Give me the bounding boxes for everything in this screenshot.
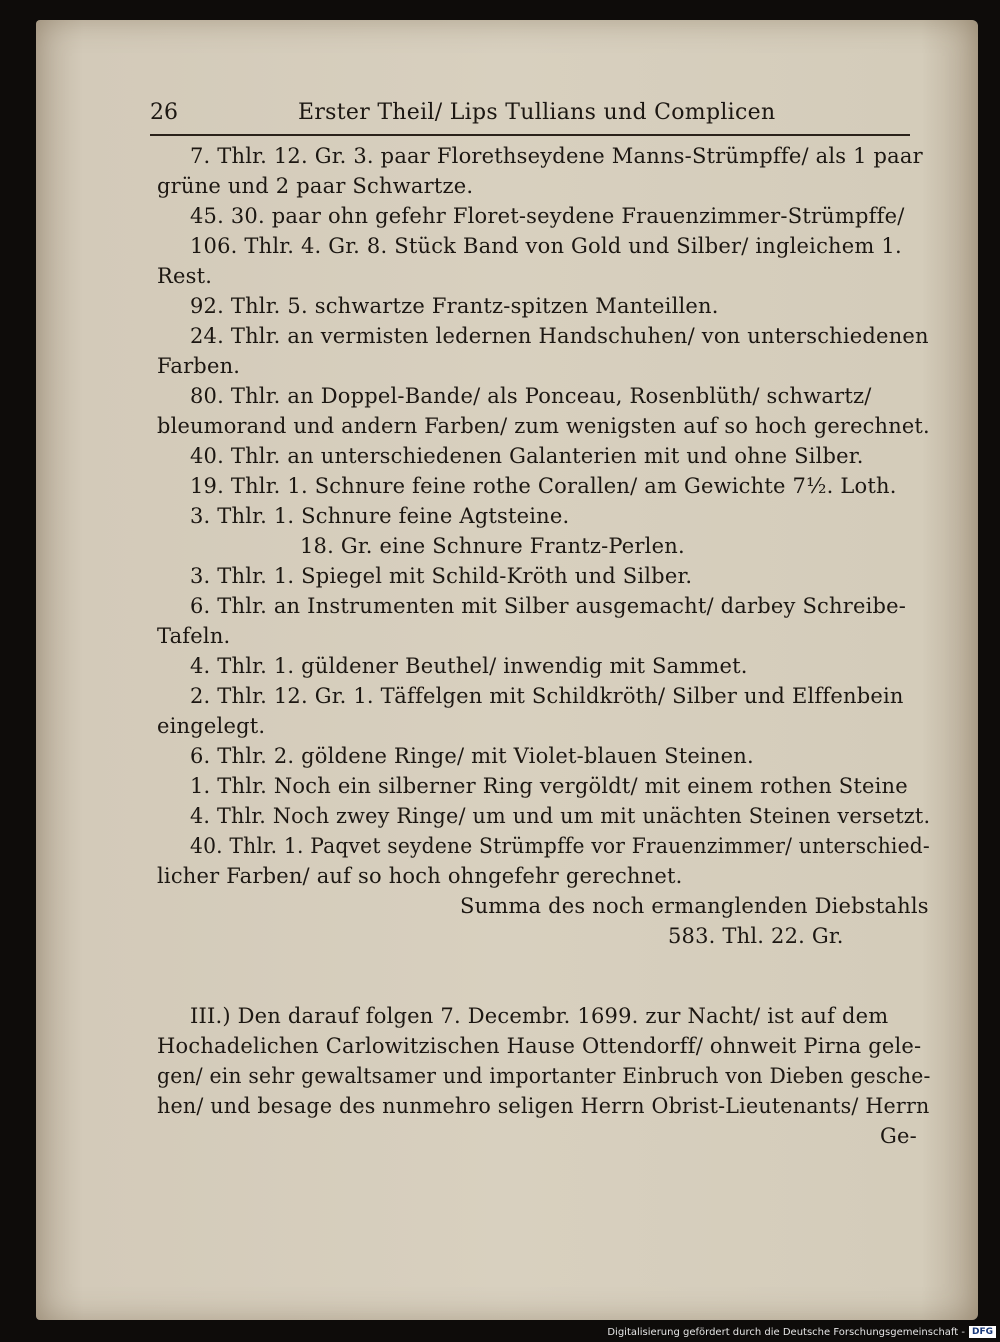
text-line: 7. Thlr. 12. Gr. 3. paar Florethseydene Manns-Strümpffe/ als 1 paar bbox=[190, 144, 923, 168]
summa-line: Summa des noch ermanglenden Diebstahls bbox=[460, 894, 929, 918]
text-line: Farben. bbox=[157, 354, 241, 378]
text-line: 6. Thlr. 2. göldene Ringe/ mit Violet-blauen Steinen. bbox=[190, 744, 754, 768]
text-line: Rest. bbox=[157, 264, 213, 288]
text-line: 80. Thlr. an Doppel-Bande/ als Ponceau, Rosenblüth/ schwartz/ bbox=[190, 384, 872, 408]
text-line: 4. Thlr. Noch zwey Ringe/ um und um mit unächten Steinen versetzt. bbox=[190, 804, 931, 828]
text-line: 6. Thlr. an Instrumenten mit Silber ausgemacht/ darbey Schreibe- bbox=[190, 594, 907, 618]
text-line: 45. 30. paar ohn gefehr Floret-seydene Frauenzimmer-Strümpffe/ bbox=[190, 204, 905, 228]
text-line: 106. Thlr. 4. Gr. 8. Stück Band von Gold und Silber/ ingleichem 1. bbox=[190, 234, 902, 258]
text-line: 19. Thlr. 1. Schnure feine rothe Corallen/ am Gewichte 7½. Loth. bbox=[190, 474, 897, 498]
dfg-logo: DFG bbox=[969, 1326, 996, 1338]
text-line: grüne und 2 paar Schwartze. bbox=[157, 174, 474, 198]
text-line: 3. Thlr. 1. Spiegel mit Schild-Kröth und Silber. bbox=[190, 564, 693, 588]
text-line: 24. Thlr. an vermisten ledernen Handschuhen/ von unterschiedenen bbox=[190, 324, 929, 348]
text-line: hen/ und besage des nunmehro seligen Herrn Obrist-Lieutenants/ Herrn bbox=[157, 1094, 930, 1118]
text-line: 40. Thlr. an unterschiedenen Galanterien mit und ohne Silber. bbox=[190, 444, 864, 468]
text-line: licher Farben/ auf so hoch ohngefehr gerechnet. bbox=[157, 864, 683, 888]
text-line: eingelegt. bbox=[157, 714, 266, 738]
text-line: 3. Thlr. 1. Schnure feine Agtsteine. bbox=[190, 504, 570, 528]
text-line: bleumorand und andern Farben/ zum wenigsten auf so hoch gerechnet. bbox=[157, 414, 930, 438]
text-line: 92. Thlr. 5. schwartze Frantz-spitzen Manteillen. bbox=[190, 294, 719, 318]
text-line: 4. Thlr. 1. güldener Beuthel/ inwendig mit Sammet. bbox=[190, 654, 748, 678]
text-line: 2. Thlr. 12. Gr. 1. Täffelgen mit Schildkröth/ Silber und Elffenbein bbox=[190, 684, 904, 708]
text-line: 40. Thlr. 1. Paqvet seydene Strümpffe vor Frauenzimmer/ unterschied- bbox=[190, 834, 930, 858]
footer-credit-text: Digitalisierung gefördert durch die Deutsche Forschungsgemeinschaft - bbox=[607, 1326, 965, 1338]
header-rule bbox=[150, 134, 910, 136]
text-line: 18. Gr. eine Schnure Frantz-Perlen. bbox=[300, 534, 685, 558]
text-line: III.) Den darauf folgen 7. Decembr. 1699. zur Nacht/ ist auf dem bbox=[190, 1004, 889, 1028]
text-line: gen/ ein sehr gewaltsamer und importanter Einbruch von Dieben gesche- bbox=[157, 1064, 931, 1088]
page-number: 26 bbox=[150, 100, 178, 125]
page-header bbox=[150, 100, 910, 134]
text-line: Hochadelichen Carlowitzischen Hause Ottendorff/ ohnweit Pirna gele- bbox=[157, 1034, 922, 1058]
running-title: Erster Theil/ Lips Tullians und Complicen bbox=[298, 100, 776, 125]
text-line: 1. Thlr. Noch ein silberner Ring vergöldt/ mit einem rothen Steine bbox=[190, 774, 908, 798]
summa-total: 583. Thl. 22. Gr. bbox=[668, 924, 844, 948]
footer-credit bbox=[607, 1326, 996, 1338]
text-line: Tafeln. bbox=[157, 624, 231, 648]
catchword: Ge- bbox=[880, 1124, 917, 1148]
